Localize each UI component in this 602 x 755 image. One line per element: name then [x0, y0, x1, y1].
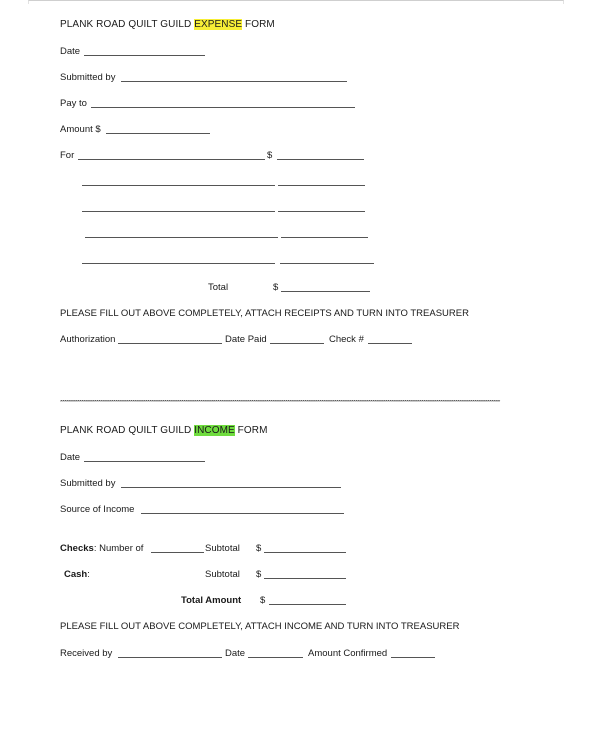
expense-dollar-sign: $ — [267, 150, 273, 161]
expense-submitted-label: Submitted by — [60, 72, 116, 83]
expense-for-amount-5[interactable] — [280, 263, 374, 264]
checks-subtotal-field[interactable] — [264, 552, 346, 553]
total-amount-field[interactable] — [269, 604, 346, 605]
cash-subtotal-label: Subtotal — [205, 569, 240, 580]
expense-instructions: PLEASE FILL OUT ABOVE COMPLETELY, ATTACH RECEIPTS AND TURN INTO TREASURER — [60, 308, 469, 319]
expense-total-field[interactable] — [281, 291, 370, 292]
date-paid-label: Date Paid — [225, 334, 267, 345]
income-highlight: INCOME — [194, 425, 235, 436]
source-of-income-field[interactable] — [141, 513, 344, 514]
expense-for-amount-4[interactable] — [281, 237, 368, 238]
income-instructions: PLEASE FILL OUT ABOVE COMPLETELY, ATTACH INCOME AND TURN INTO TREASURER — [60, 621, 460, 632]
expense-for-field-4[interactable] — [85, 237, 278, 238]
income-date2-field[interactable] — [248, 657, 303, 658]
checks-row-label — [60, 543, 143, 554]
expense-for-amount-1[interactable] — [277, 159, 364, 160]
authorization-field[interactable] — [118, 343, 222, 344]
expense-title-text: PLANK ROAD QUILT GUILD — [60, 19, 195, 30]
expense-total-label: Total — [208, 282, 229, 293]
page-top-edge — [28, 0, 564, 4]
income-date-label: Date — [60, 452, 81, 463]
expense-date-field[interactable] — [84, 55, 205, 56]
expense-for-label: For — [60, 150, 75, 161]
checks-subtotal-label: Subtotal — [205, 543, 240, 554]
amount-confirmed-label: Amount Confirmed — [308, 648, 388, 659]
checks-subtotal-dollar: $ — [256, 543, 262, 554]
expense-for-field-5[interactable] — [82, 263, 275, 264]
expense-total-dollar: $ — [273, 282, 279, 293]
expense-highlight: EXPENSE — [194, 19, 243, 30]
income-submitted-label: Submitted by — [60, 478, 116, 489]
received-by-label: Received by — [60, 648, 113, 659]
cash-label: Cash — [64, 569, 88, 580]
authorization-label: Authorization — [60, 334, 116, 345]
expense-for-field-3[interactable] — [82, 211, 275, 212]
expense-for-amount-3[interactable] — [278, 211, 365, 212]
expense-payto-field[interactable] — [91, 107, 355, 108]
income-title-suffix: FORM — [234, 425, 268, 436]
expense-for-field-1[interactable] — [78, 159, 265, 160]
expense-amount-label: Amount $ — [60, 124, 101, 135]
income-date2-label: Date — [225, 648, 246, 659]
income-date-field[interactable] — [84, 461, 205, 462]
expense-amount-field[interactable] — [106, 133, 210, 134]
received-by-field[interactable] — [118, 657, 222, 658]
date-paid-field[interactable] — [270, 343, 324, 344]
checks-label: Checks — [60, 543, 94, 554]
expense-for-field-2[interactable] — [82, 185, 275, 186]
check-number-label: Check # — [329, 334, 364, 345]
total-amount-label: Total Amount — [181, 595, 242, 606]
income-form-title — [60, 425, 268, 436]
cash-subtotal-dollar: $ — [256, 569, 262, 580]
cash-row-label — [64, 569, 90, 580]
expense-form-title — [60, 19, 275, 30]
expense-payto-label: Pay to — [60, 98, 87, 109]
income-title-text: PLANK ROAD QUILT GUILD — [60, 425, 195, 436]
cash-colon: : — [87, 569, 90, 580]
number-of-label: : Number of — [93, 543, 144, 554]
expense-date-label: Date — [60, 46, 81, 57]
amount-confirmed-field[interactable] — [391, 657, 435, 658]
expense-title-suffix: FORM — [242, 19, 275, 30]
check-number-field[interactable] — [368, 343, 412, 344]
expense-submitted-field[interactable] — [121, 81, 347, 82]
form-separator: *************************************************************************************************************************************************************************************************************** — [60, 400, 500, 406]
cash-subtotal-field[interactable] — [264, 578, 346, 579]
checks-number-field[interactable] — [151, 552, 204, 553]
expense-for-amount-2[interactable] — [278, 185, 365, 186]
source-of-income-label: Source of Income — [60, 504, 135, 515]
income-submitted-field[interactable] — [121, 487, 341, 488]
total-amount-dollar: $ — [260, 595, 266, 606]
